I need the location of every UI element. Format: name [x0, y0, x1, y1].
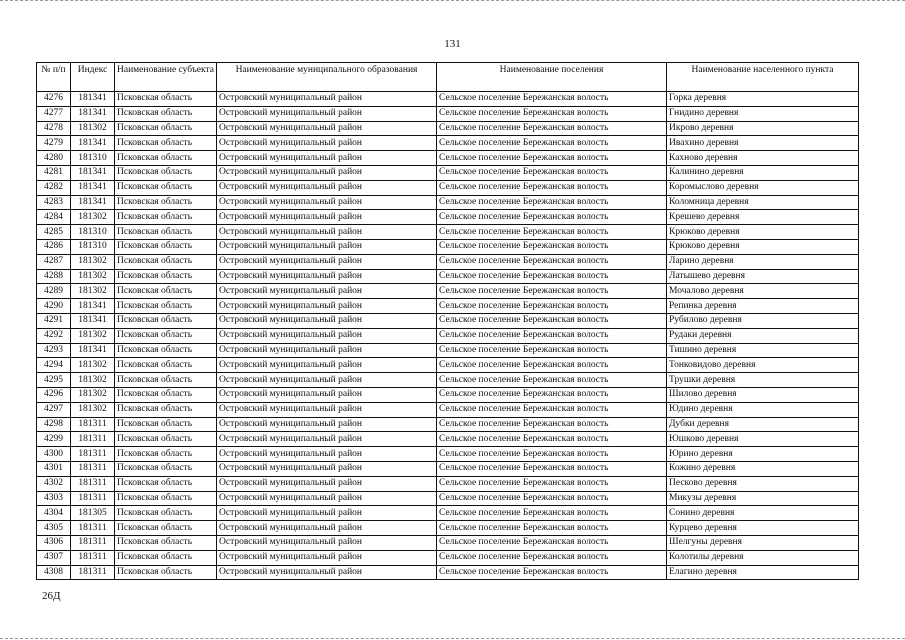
settlement-cell: Сельское поселение Бережанская волость [437, 284, 667, 299]
header-locality: Наименование населенного пункта [667, 63, 859, 92]
table-row [37, 165, 859, 180]
locality-cell: Дубки деревня [667, 417, 859, 432]
table-header-row [37, 63, 859, 92]
locality-cell: Колотилы деревня [667, 550, 859, 565]
postal-index-cell: 181311 [71, 417, 115, 432]
row-number-cell: 4306 [37, 535, 71, 550]
municipality-cell: Островский муниципальный район [217, 343, 437, 358]
table-row [37, 210, 859, 225]
postal-index-cell: 181341 [71, 195, 115, 210]
municipality-cell: Островский муниципальный район [217, 550, 437, 565]
row-number-cell: 4291 [37, 313, 71, 328]
locality-cell: Коломница деревня [667, 195, 859, 210]
locality-cell: Елагино деревня [667, 565, 859, 580]
row-number-cell: 4287 [37, 254, 71, 269]
postal-index-cell: 181302 [71, 254, 115, 269]
postal-index-cell: 181305 [71, 506, 115, 521]
locality-cell: Крюково деревня [667, 225, 859, 240]
row-number-cell: 4288 [37, 269, 71, 284]
municipality-cell: Островский муниципальный район [217, 92, 437, 107]
subject-cell: Псковская область [115, 313, 217, 328]
row-number-cell: 4305 [37, 521, 71, 536]
postal-index-cell: 181311 [71, 461, 115, 476]
row-number-cell: 4292 [37, 328, 71, 343]
subject-cell: Псковская область [115, 92, 217, 107]
postal-index-cell: 181311 [71, 535, 115, 550]
table-row [37, 254, 859, 269]
subject-cell: Псковская область [115, 565, 217, 580]
locality-cell: Коромыслово деревня [667, 180, 859, 195]
municipality-cell: Островский муниципальный район [217, 254, 437, 269]
header-num: № п/п [37, 63, 71, 92]
postal-index-cell: 181302 [71, 121, 115, 136]
locality-cell: Юшково деревня [667, 432, 859, 447]
settlement-cell: Сельское поселение Бережанская волость [437, 461, 667, 476]
municipality-cell: Островский муниципальный район [217, 225, 437, 240]
settlement-cell: Сельское поселение Бережанская волость [437, 195, 667, 210]
row-number-cell: 4276 [37, 92, 71, 107]
locality-cell: Шелгуны деревня [667, 535, 859, 550]
postal-index-cell: 181341 [71, 92, 115, 107]
row-number-cell: 4283 [37, 195, 71, 210]
settlement-cell: Сельское поселение Бережанская волость [437, 358, 667, 373]
postal-index-cell: 181311 [71, 565, 115, 580]
settlement-cell: Сельское поселение Бережанская волость [437, 535, 667, 550]
table-row [37, 239, 859, 254]
row-number-cell: 4285 [37, 225, 71, 240]
municipality-cell: Островский муниципальный район [217, 239, 437, 254]
table-row [37, 269, 859, 284]
row-number-cell: 4296 [37, 387, 71, 402]
row-number-cell: 4277 [37, 106, 71, 121]
header-municipality: Наименование муниципального образования [217, 63, 437, 92]
subject-cell: Псковская область [115, 402, 217, 417]
subject-cell: Псковская область [115, 165, 217, 180]
municipality-cell: Островский муниципальный район [217, 565, 437, 580]
municipality-cell: Островский муниципальный район [217, 373, 437, 388]
table-row [37, 151, 859, 166]
subject-cell: Псковская область [115, 535, 217, 550]
settlement-cell: Сельское поселение Бережанская волость [437, 417, 667, 432]
settlement-cell: Сельское поселение Бережанская волость [437, 432, 667, 447]
municipality-cell: Островский муниципальный район [217, 151, 437, 166]
municipality-cell: Островский муниципальный район [217, 417, 437, 432]
locality-cell: Ивахино деревня [667, 136, 859, 151]
row-number-cell: 4282 [37, 180, 71, 195]
postal-index-cell: 181310 [71, 239, 115, 254]
municipality-cell: Островский муниципальный район [217, 461, 437, 476]
table-row [37, 476, 859, 491]
settlement-cell: Сельское поселение Бережанская волость [437, 121, 667, 136]
subject-cell: Псковская область [115, 476, 217, 491]
subject-cell: Псковская область [115, 343, 217, 358]
table-row [37, 432, 859, 447]
row-number-cell: 4307 [37, 550, 71, 565]
row-number-cell: 4304 [37, 506, 71, 521]
table-row [37, 535, 859, 550]
postal-index-cell: 181311 [71, 476, 115, 491]
table-row [37, 328, 859, 343]
subject-cell: Псковская область [115, 328, 217, 343]
municipality-cell: Островский муниципальный район [217, 476, 437, 491]
settlement-cell: Сельское поселение Бережанская волость [437, 387, 667, 402]
postal-index-cell: 181311 [71, 521, 115, 536]
row-number-cell: 4278 [37, 121, 71, 136]
settlement-cell: Сельское поселение Бережанская волость [437, 106, 667, 121]
settlement-cell: Сельское поселение Бережанская волость [437, 521, 667, 536]
postal-index-cell: 181302 [71, 284, 115, 299]
table-row [37, 550, 859, 565]
settlement-cell: Сельское поселение Бережанская волость [437, 447, 667, 462]
subject-cell: Псковская область [115, 151, 217, 166]
locality-cell: Ларино деревня [667, 254, 859, 269]
settlement-cell: Сельское поселение Бережанская волость [437, 299, 667, 314]
subject-cell: Псковская область [115, 180, 217, 195]
locality-cell: Мочалово деревня [667, 284, 859, 299]
postal-index-cell: 181311 [71, 550, 115, 565]
subject-cell: Псковская область [115, 195, 217, 210]
postal-index-cell: 181302 [71, 328, 115, 343]
locality-cell: Кожино деревня [667, 461, 859, 476]
row-number-cell: 4281 [37, 165, 71, 180]
table-row [37, 521, 859, 536]
postal-index-cell: 181341 [71, 106, 115, 121]
table-row [37, 373, 859, 388]
settlement-cell: Сельское поселение Бережанская волость [437, 373, 667, 388]
subject-cell: Псковская область [115, 447, 217, 462]
settlement-cell: Сельское поселение Бережанская волость [437, 476, 667, 491]
subject-cell: Псковская область [115, 461, 217, 476]
locality-cell: Рудаки деревня [667, 328, 859, 343]
row-number-cell: 4298 [37, 417, 71, 432]
locality-cell: Курцево деревня [667, 521, 859, 536]
settlement-cell: Сельское поселение Бережанская волость [437, 402, 667, 417]
settlement-cell: Сельское поселение Бережанская волость [437, 254, 667, 269]
subject-cell: Псковская область [115, 210, 217, 225]
settlement-cell: Сельское поселение Бережанская волость [437, 210, 667, 225]
municipality-cell: Островский муниципальный район [217, 195, 437, 210]
locality-cell: Тишино деревня [667, 343, 859, 358]
settlement-cell: Сельское поселение Бережанская волость [437, 313, 667, 328]
settlement-cell: Сельское поселение Бережанская волость [437, 180, 667, 195]
table-row [37, 92, 859, 107]
municipality-cell: Островский муниципальный район [217, 491, 437, 506]
municipality-cell: Островский муниципальный район [217, 387, 437, 402]
row-number-cell: 4300 [37, 447, 71, 462]
subject-cell: Псковская область [115, 387, 217, 402]
postal-index-cell: 181302 [71, 358, 115, 373]
municipality-cell: Островский муниципальный район [217, 447, 437, 462]
subject-cell: Псковская область [115, 550, 217, 565]
settlement-cell: Сельское поселение Бережанская волость [437, 136, 667, 151]
table-body [37, 92, 859, 580]
row-number-cell: 4286 [37, 239, 71, 254]
locality-cell: Горка деревня [667, 92, 859, 107]
row-number-cell: 4280 [37, 151, 71, 166]
row-number-cell: 4303 [37, 491, 71, 506]
postal-index-cell: 181341 [71, 180, 115, 195]
municipality-cell: Островский муниципальный район [217, 299, 437, 314]
row-number-cell: 4289 [37, 284, 71, 299]
subject-cell: Псковская область [115, 358, 217, 373]
municipality-cell: Островский муниципальный район [217, 121, 437, 136]
locality-cell: Юрино деревня [667, 447, 859, 462]
table-row [37, 417, 859, 432]
locality-cell: Калинино деревня [667, 165, 859, 180]
table-row [37, 387, 859, 402]
row-number-cell: 4295 [37, 373, 71, 388]
locality-cell: Репинка деревня [667, 299, 859, 314]
municipality-cell: Островский муниципальный район [217, 402, 437, 417]
table-row [37, 447, 859, 462]
table-row [37, 106, 859, 121]
row-number-cell: 4301 [37, 461, 71, 476]
row-number-cell: 4284 [37, 210, 71, 225]
row-number-cell: 4290 [37, 299, 71, 314]
table-row [37, 225, 859, 240]
header-settlement: Наименование поселения [437, 63, 667, 92]
postal-index-cell: 181311 [71, 432, 115, 447]
header-index: Индекс [71, 63, 115, 92]
postal-index-cell: 181302 [71, 387, 115, 402]
subject-cell: Псковская область [115, 239, 217, 254]
table-row [37, 565, 859, 580]
postal-index-cell: 181341 [71, 299, 115, 314]
table-row [37, 284, 859, 299]
scan-edge-top [0, 0, 905, 4]
subject-cell: Псковская область [115, 269, 217, 284]
row-number-cell: 4299 [37, 432, 71, 447]
subject-cell: Псковская область [115, 491, 217, 506]
locality-cell: Латышево деревня [667, 269, 859, 284]
locality-cell: Рубилово деревня [667, 313, 859, 328]
municipality-cell: Островский муниципальный район [217, 521, 437, 536]
municipality-cell: Островский муниципальный район [217, 358, 437, 373]
subject-cell: Псковская область [115, 225, 217, 240]
municipality-cell: Островский муниципальный район [217, 269, 437, 284]
postal-index-cell: 181311 [71, 447, 115, 462]
municipality-cell: Островский муниципальный район [217, 136, 437, 151]
settlement-cell: Сельское поселение Бережанская волость [437, 269, 667, 284]
table-row [37, 299, 859, 314]
subject-cell: Псковская область [115, 521, 217, 536]
postal-index-cell: 181302 [71, 269, 115, 284]
settlement-cell: Сельское поселение Бережанская волость [437, 239, 667, 254]
subject-cell: Псковская область [115, 284, 217, 299]
table-row [37, 491, 859, 506]
municipality-cell: Островский муниципальный район [217, 432, 437, 447]
municipality-cell: Островский муниципальный район [217, 328, 437, 343]
locality-cell: Юдино деревня [667, 402, 859, 417]
postal-index-cell: 181341 [71, 165, 115, 180]
municipality-cell: Островский муниципальный район [217, 165, 437, 180]
municipality-cell: Островский муниципальный район [217, 106, 437, 121]
table-row [37, 313, 859, 328]
table-row [37, 402, 859, 417]
table-row [37, 343, 859, 358]
settlement-registry-table [36, 62, 859, 580]
municipality-cell: Островский муниципальный район [217, 180, 437, 195]
table-row [37, 358, 859, 373]
settlement-cell: Сельское поселение Бережанская волость [437, 92, 667, 107]
locality-cell: Кахново деревня [667, 151, 859, 166]
postal-index-cell: 181341 [71, 313, 115, 328]
municipality-cell: Островский муниципальный район [217, 313, 437, 328]
locality-cell: Крюково деревня [667, 239, 859, 254]
row-number-cell: 4297 [37, 402, 71, 417]
row-number-cell: 4279 [37, 136, 71, 151]
subject-cell: Псковская область [115, 254, 217, 269]
municipality-cell: Островский муниципальный район [217, 535, 437, 550]
row-number-cell: 4294 [37, 358, 71, 373]
postal-index-cell: 181302 [71, 373, 115, 388]
footer-mark: 26Д [42, 590, 61, 602]
locality-cell: Сонино деревня [667, 506, 859, 521]
page-number: 131 [444, 38, 461, 50]
municipality-cell: Островский муниципальный район [217, 210, 437, 225]
settlement-cell: Сельское поселение Бережанская волость [437, 491, 667, 506]
header-subject: Наименование субъекта [115, 63, 217, 92]
locality-cell: Песково деревня [667, 476, 859, 491]
locality-cell: Крешево деревня [667, 210, 859, 225]
locality-cell: Трушки деревня [667, 373, 859, 388]
postal-index-cell: 181302 [71, 402, 115, 417]
table-row [37, 506, 859, 521]
postal-index-cell: 181302 [71, 210, 115, 225]
row-number-cell: 4302 [37, 476, 71, 491]
subject-cell: Псковская область [115, 432, 217, 447]
table-row [37, 180, 859, 195]
locality-cell: Тонковидово деревня [667, 358, 859, 373]
subject-cell: Псковская область [115, 506, 217, 521]
table-row [37, 121, 859, 136]
subject-cell: Псковская область [115, 121, 217, 136]
locality-cell: Шилово деревня [667, 387, 859, 402]
locality-cell: Икрово деревня [667, 121, 859, 136]
settlement-cell: Сельское поселение Бережанская волость [437, 328, 667, 343]
postal-index-cell: 181311 [71, 491, 115, 506]
settlement-cell: Сельское поселение Бережанская волость [437, 506, 667, 521]
row-number-cell: 4308 [37, 565, 71, 580]
table-row [37, 195, 859, 210]
subject-cell: Псковская область [115, 299, 217, 314]
postal-index-cell: 181341 [71, 136, 115, 151]
settlement-cell: Сельское поселение Бережанская волость [437, 565, 667, 580]
subject-cell: Псковская область [115, 136, 217, 151]
locality-cell: Гнидино деревня [667, 106, 859, 121]
scan-edge-bottom [0, 634, 905, 639]
subject-cell: Псковская область [115, 417, 217, 432]
table-row [37, 461, 859, 476]
settlement-cell: Сельское поселение Бережанская волость [437, 165, 667, 180]
postal-index-cell: 181310 [71, 151, 115, 166]
settlement-cell: Сельское поселение Бережанская волость [437, 343, 667, 358]
municipality-cell: Островский муниципальный район [217, 284, 437, 299]
subject-cell: Псковская область [115, 106, 217, 121]
settlement-cell: Сельское поселение Бережанская волость [437, 225, 667, 240]
settlement-cell: Сельское поселение Бережанская волость [437, 151, 667, 166]
locality-cell: Микузы деревня [667, 491, 859, 506]
settlement-cell: Сельское поселение Бережанская волость [437, 550, 667, 565]
postal-index-cell: 181310 [71, 225, 115, 240]
row-number-cell: 4293 [37, 343, 71, 358]
subject-cell: Псковская область [115, 373, 217, 388]
postal-index-cell: 181341 [71, 343, 115, 358]
municipality-cell: Островский муниципальный район [217, 506, 437, 521]
table-row [37, 136, 859, 151]
